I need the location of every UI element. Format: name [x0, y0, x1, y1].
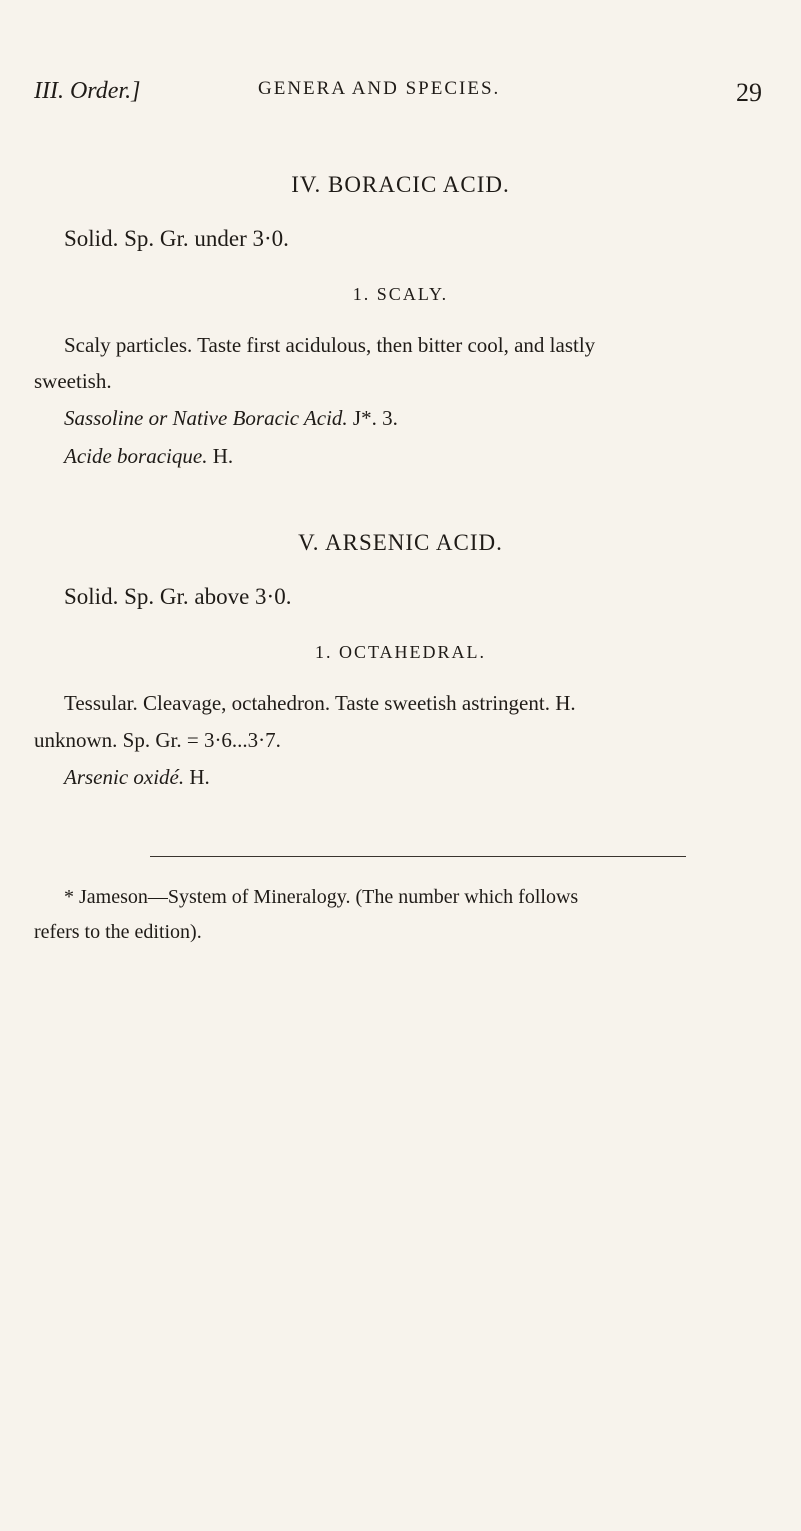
description-line: unknown. Sp. Gr. = 3·6...3·7. — [34, 728, 281, 752]
section-subtitle: Solid. Sp. Gr. above 3·0. — [64, 584, 292, 609]
section-subtitle: Solid. Sp. Gr. under 3·0. — [64, 226, 289, 251]
synonym-line — [64, 444, 233, 469]
synonym-ref: H. — [212, 444, 234, 468]
synonym-name: Arsenic oxidé. — [64, 765, 185, 789]
footnote-line: * Jameson—System of Mineralogy. (The number which follows — [64, 886, 579, 908]
section-title-arsenic-acid: V. ARSENIC ACID. — [298, 530, 503, 555]
running-head-title: GENERA AND SPECIES. — [258, 78, 501, 99]
description-line: sweetish. — [34, 369, 112, 393]
page-number: 29 — [736, 78, 762, 107]
footnote-line: refers to the edition). — [34, 921, 202, 943]
synonym-name: Sassoline or Native Boracic Acid. — [64, 406, 348, 430]
footnote-divider — [150, 856, 686, 857]
running-head-left: III. Order.] — [34, 78, 141, 104]
species-heading: 1. SCALY. — [352, 284, 449, 304]
synonym-name: Acide boracique. — [64, 444, 208, 468]
section-title-boracic-acid: IV. BORACIC ACID. — [291, 172, 510, 197]
species-heading: 1. OCTAHEDRAL. — [314, 642, 487, 662]
synonym-ref: J*. 3. — [352, 406, 398, 430]
synonym-line — [64, 406, 398, 431]
description-line: Scaly particles. Taste first acidulous, then bitter cool, and lastly — [64, 333, 596, 357]
synonym-ref: H. — [189, 765, 210, 789]
synonym-line — [64, 765, 210, 790]
description-line: Tessular. Cleavage, octahedron. Taste sweetish astringent. H. — [64, 691, 576, 715]
